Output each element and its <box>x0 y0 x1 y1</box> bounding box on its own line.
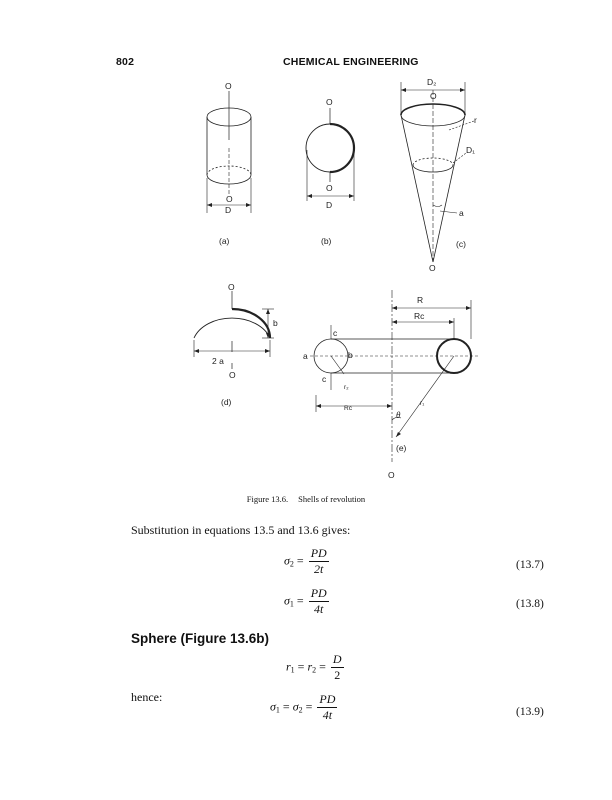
eq139-numerator: PD <box>319 692 336 706</box>
eq137-equals: = <box>293 553 307 568</box>
equation-13-8 <box>284 586 329 617</box>
label-a-axis-bottom: O <box>226 194 233 204</box>
label-c-d1: D₁ <box>466 145 476 155</box>
label-e-theta: θ <box>396 410 401 420</box>
eq139-denominator: 4t <box>317 707 337 723</box>
label-panel-b: (b) <box>321 236 332 246</box>
label-b-axis-top: O <box>326 97 333 107</box>
equation-number-13-9: (13.9) <box>516 706 544 718</box>
label-e-a: a <box>303 351 308 361</box>
eq138-fraction <box>309 586 329 617</box>
eq137-denominator: 2t <box>309 561 329 577</box>
label-c-axis-top: O <box>430 91 437 101</box>
eqr-equals-1: = <box>294 659 308 674</box>
eqr-r1: r <box>286 659 291 674</box>
eqr-r2-sub: 2 <box>312 665 317 675</box>
eq139-fraction <box>317 692 337 723</box>
panel-c-cone <box>401 82 474 262</box>
label-c-r: r <box>474 115 477 125</box>
label-a-axis-top: O <box>225 81 232 91</box>
eq139-equals-1: = <box>279 699 293 714</box>
eq137-lhs: σ <box>284 553 290 568</box>
hence-text: hence: <box>131 690 163 704</box>
panel-d-hemispherical-end <box>194 291 274 369</box>
label-d-axis-bottom: O <box>229 370 236 380</box>
caption-figure-number: Figure 13.6. <box>246 494 289 504</box>
label-e-axis-bottom: O <box>388 470 395 480</box>
eq138-lhs: σ <box>284 593 290 608</box>
page-number: 802 <box>116 56 135 68</box>
eqr-numerator: D <box>332 652 342 666</box>
eq139-s2-sub: 2 <box>298 705 303 715</box>
eqr-r2: r <box>307 659 313 674</box>
panel-e-torus <box>310 290 480 462</box>
label-e-Rc: Rᴄ <box>414 311 425 321</box>
equation-13-9 <box>270 692 337 723</box>
label-panel-c: (c) <box>456 239 466 249</box>
eq137-fraction <box>309 546 329 577</box>
label-a-diameter: D <box>225 205 232 215</box>
label-e-c-top: c <box>333 328 338 338</box>
label-panel-d: (d) <box>221 397 232 407</box>
label-e-r1: r₁ <box>420 400 425 407</box>
figure-caption <box>0 494 612 504</box>
eqr-equals-2: = <box>316 659 329 674</box>
label-e-R: R <box>417 295 424 305</box>
label-panel-a: (a) <box>219 236 230 246</box>
label-d-2a: 2 a <box>212 356 224 366</box>
eq137-numerator: PD <box>310 546 327 560</box>
equation-radii <box>286 652 344 683</box>
equation-number-13-8: (13.8) <box>516 598 544 610</box>
eq139-equals-2: = <box>302 699 316 714</box>
eqr-denominator: 2 <box>331 667 344 683</box>
section-heading: Sphere (Figure 13.6b) <box>131 631 270 646</box>
label-e-b: b <box>348 350 353 360</box>
intro-paragraph: Substitution in equations 13.5 and 13.6 gives: <box>131 523 351 537</box>
label-e-c-bottom: c <box>322 374 327 384</box>
eq139-s2: σ <box>292 699 299 714</box>
label-b-diameter: D <box>326 200 333 210</box>
equation-number-13-7: (13.7) <box>516 559 544 571</box>
label-c-apex: O <box>429 263 436 273</box>
eq138-numerator: PD <box>310 586 327 600</box>
eq138-denominator: 4t <box>309 601 329 617</box>
eqr-fraction <box>331 652 344 683</box>
running-title: CHEMICAL ENGINEERING <box>283 56 419 68</box>
label-c-d2: D₂ <box>427 77 437 87</box>
eqr-r1-sub: 1 <box>290 665 295 675</box>
eq138-equals: = <box>293 593 307 608</box>
eq139-s1: σ <box>270 699 276 714</box>
eq139-s1-sub: 1 <box>275 705 280 715</box>
label-panel-e: (e) <box>396 443 407 453</box>
eq138-sub: 1 <box>289 599 294 609</box>
equation-13-7 <box>284 546 329 577</box>
label-d-axis-top: O <box>228 282 235 292</box>
eq137-sub: 2 <box>289 559 294 569</box>
caption-text: Shells of revolution <box>298 494 366 504</box>
label-d-b: b <box>273 318 278 328</box>
label-c-alpha: a <box>459 208 464 218</box>
label-e-r2: r₂ <box>344 384 349 391</box>
label-e-Rc-bottom: Rᴄ <box>344 405 352 412</box>
label-b-axis-bottom: O <box>326 183 333 193</box>
